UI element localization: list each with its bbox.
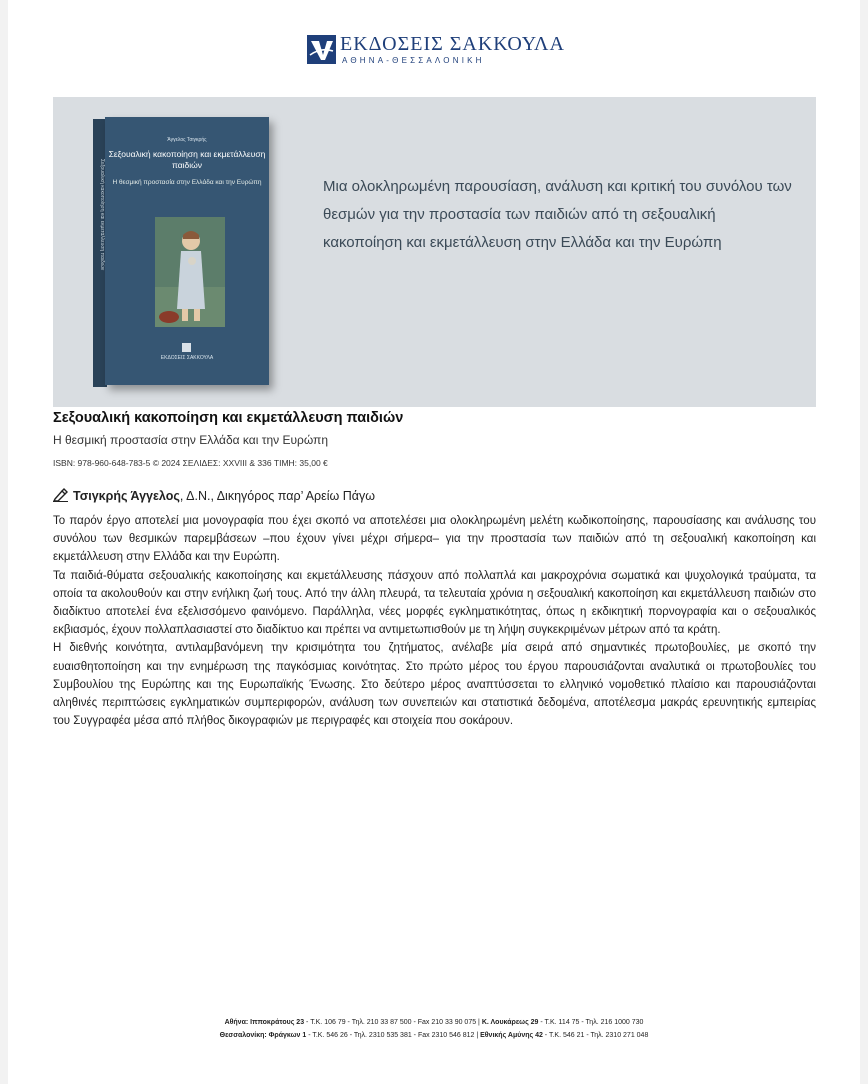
- author-line: [53, 488, 375, 503]
- footer-athens2-details: - Τ.Κ. 114 75 - Τηλ. 216 1000 730: [538, 1019, 644, 1026]
- book-front-cover: [105, 117, 269, 385]
- footer-thess2-details: - Τ.Κ. 546 21 - Τηλ. 2310 271 048: [542, 1032, 649, 1039]
- publisher-logo-icon: [307, 35, 336, 64]
- description-paragraph: Τα παιδιά-θύματα σεξουαλικής κακοποίησης και εκμετάλλευσης πάσχουν από πολλαπλά και μακροχρόνια σωματικά και ψυχολογικά τραύματα, τα οποία τα ακολουθούν και στην ενήλικη ζωή τους. Από την άλλη πλευρά, τα τελευταία χρόνια η σεξουαλική κακοποίηση και εκμετάλλευση παιδιών στο διαδίκτυο αποτελεί ένα εξελισσόμενο φαινόμενο. Παράλληλα, νέες μορφές εγκληματικότητας, όπως η εκδικητική πορνογραφία και ο σεξουαλικός εκβιασμός, έχουν πολλαπλασιαστεί στο διαδίκτυο και πρέπει να αντιμετωπισθούν με τη λήψη συγκεκριμένων μέτρων από τα κράτη.: [53, 569, 816, 637]
- publisher-cities: ΑΘΗΝΑ-ΘΕΣΣΑΛΟΝΙΚΗ: [342, 56, 485, 65]
- book-title: Σεξουαλική κακοποίηση και εκμετάλλευση παιδιών: [53, 410, 404, 426]
- document-page: [8, 0, 860, 1084]
- pen-icon: [53, 488, 69, 502]
- book-cover-title: Σεξουαλική κακοποίηση και εκμετάλλευση παιδιών: [108, 149, 266, 170]
- description-paragraph: Η διεθνής κοινότητα, αντιλαμβανόμενη την κρισιμότητα του ζητήματος, ανέλαβε μία σειρά από σημαντικές πρωτοβουλίες, με σκοπό την ευαισθητοποίηση και την ενημέρωση της παγκόσμιας κοινότητας. Στο πρώτο μέρος του έργου παρουσιάζονται αναλυτικά οι πρωτοβουλίες του Συμβουλίου της Ευρώπης και της Ευρωπαϊκής Ένωσης. Στο δεύτερο μέρος αναπτύσσεται το ελληνικό νομοθετικό πλαίσιο και παρουσιάζονται αληθινές περιπτώσεις εγκληματικών συμπεριφορών, ανάλυση των συνεπειών και στατιστικά δεδομένα, αποτέλεσμα μακράς ερευνητικής εμπειρίας του Συγγραφέα μέσα από πλήθος δικογραφιών με περιγραφές και στοιχεία που σοκάρουν.: [53, 642, 816, 728]
- footer-thess2-label: Εθνικής Αμύνης 42: [480, 1032, 543, 1039]
- footer-athens-details: - Τ.Κ. 106 79 - Τηλ. 210 33 87 500 - Fax 210 33 90 075 |: [304, 1019, 482, 1026]
- author-name: Τσιγκρής Άγγελος: [73, 489, 180, 503]
- book-subtitle: Η θεσμική προστασία στην Ελλάδα και την Ευρώπη: [53, 433, 329, 447]
- footer-thess-details: - Τ.Κ. 546 26 - Τηλ. 2310 535 381 - Fax 2310 546 812 |: [306, 1032, 481, 1039]
- book-cover-image: [93, 119, 269, 387]
- book-description: [53, 512, 816, 730]
- publisher-header: [8, 33, 860, 69]
- book-cover-author: Άγγελος Τσιγκρής: [167, 137, 207, 143]
- author-credentials: , Δ.Ν., Δικηγόρος παρ’ Αρείω Πάγω: [179, 489, 375, 503]
- cover-publisher-logo-icon: [182, 343, 191, 352]
- book-spine-title: Σεξουαλική κακοποίηση και εκμετάλλευση παιδιών: [99, 159, 105, 271]
- footer-athens2-label: Κ. Λουκάρεως 29: [481, 1019, 539, 1026]
- book-cover-subtitle: Η θεσμική προστασία στην Ελλάδα και την Ευρώπη: [112, 179, 262, 186]
- book-cover-publisher: ΕΚΔΟΣΕΙΣ ΣΑΚΚΟΥΛΑ: [160, 355, 214, 361]
- publisher-name: ΕΚΔΟΣΕΙΣ ΣΑΚΚΟΥΛΑ: [340, 33, 565, 55]
- footer-athens-label: Αθήνα: Ιπποκράτους 23: [224, 1019, 305, 1026]
- hero-blurb: Μια ολοκληρωμένη παρουσίαση, ανάλυση και κριτική του συνόλου των θεσμών για την προστασία των παιδιών από τη σεξουαλική κακοποίηση και εκμετάλλευση στην Ελλάδα και την Ευρώπη: [323, 178, 792, 251]
- book-hero-banner: [53, 97, 816, 407]
- book-meta: ISBN: 978-960-648-783-5 © 2024 ΣΕΛΙΔΕΣ: XXVIII & 336 ΤΙΜΗ: 35,00 €: [53, 458, 328, 468]
- footer-thess-label: Θεσσαλονίκη: Φράγκων 1: [219, 1032, 307, 1039]
- cover-painting-image: [155, 217, 225, 327]
- footer-thessaloniki-line: [8, 1029, 860, 1042]
- description-paragraph: Το παρόν έργο αποτελεί μια μονογραφία που έχει σκοπό να αποτελέσει μια ολοκληρωμένη μελέτη κωδικοποίησης, παρουσίασης και ανάλυσης του συνόλου των θεσμικών παρεμβάσεων –που έχουν γίνει μέχρι σήμερα– για την προστασία των παιδιών από τη σεξουαλική κακοποίηση και εκμετάλλευση στην Ελλάδα και την Ευρώπη.: [53, 515, 816, 564]
- publisher-footer: [8, 1016, 860, 1042]
- footer-athens-line: [8, 1016, 860, 1029]
